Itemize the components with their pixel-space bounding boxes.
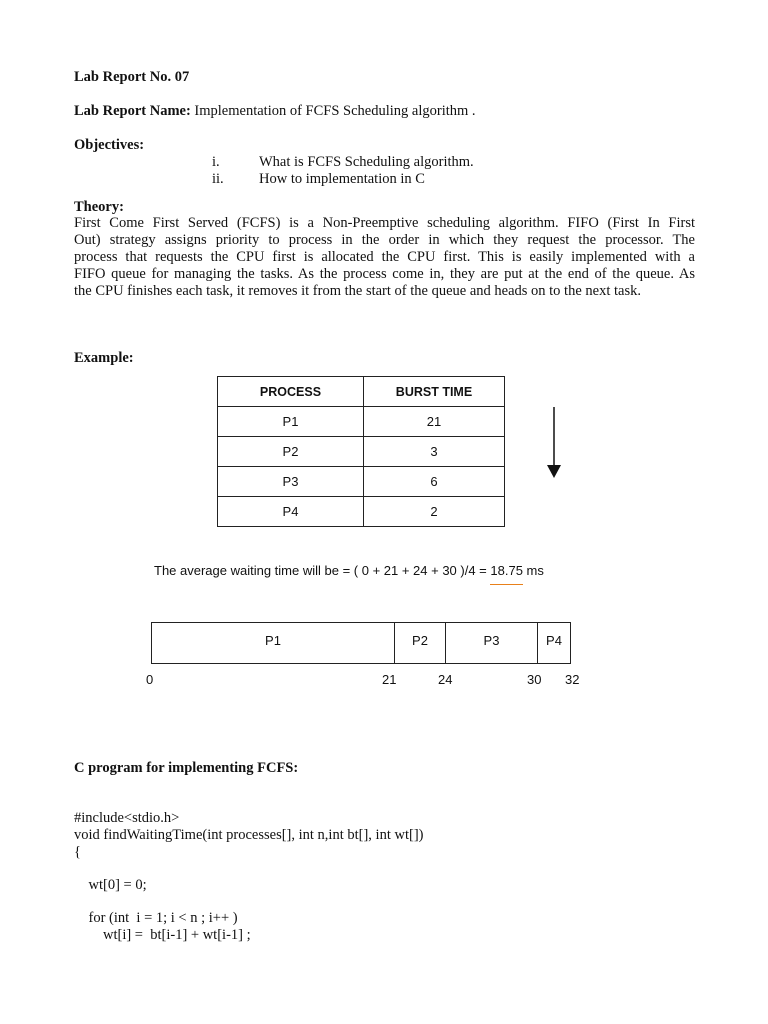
table-row <box>218 497 505 527</box>
code-line: void findWaitingTime(int processes[], int n,int bt[], int wt[]) <box>74 827 424 843</box>
theory-line: process that requests the CPU first is allocated the CPU first. This is easily implemented with a <box>74 249 695 265</box>
theory-line: Out) strategy assigns priority to process in the order in which they request the processor. The <box>74 232 695 248</box>
objective-num-1: i. <box>212 154 220 170</box>
process-cell: P1 <box>218 407 364 437</box>
burst-time-cell: 6 <box>364 467 505 497</box>
process-table <box>217 376 505 527</box>
column-header-process: PROCESS <box>218 377 364 407</box>
gantt-chart <box>151 622 571 664</box>
gantt-tick: 30 <box>527 672 542 687</box>
column-header-burst-time: BURST TIME <box>364 377 505 407</box>
gantt-segment-p2 <box>394 623 445 663</box>
process-cell: P3 <box>218 467 364 497</box>
average-value: 18.75 <box>490 563 523 585</box>
example-heading: Example: <box>74 350 134 366</box>
table-row <box>218 467 505 497</box>
theory-heading: Theory: <box>74 199 124 215</box>
average-unit: ms <box>522 563 544 578</box>
table-row <box>218 437 505 467</box>
gantt-label: P2 <box>412 633 428 648</box>
theory-paragraph <box>74 215 695 300</box>
average-formula: The average waiting time will be = ( 0 + 21 + 24 + 30 )/4 = <box>154 563 491 578</box>
program-heading: C program for implementing FCFS: <box>74 760 299 776</box>
burst-time-cell: 21 <box>364 407 505 437</box>
report-number: Lab Report No. 07 <box>74 69 190 85</box>
process-cell: P2 <box>218 437 364 467</box>
theory-line: the CPU finishes each task, it removes it from the start of the queue and heads on to the next task. <box>74 283 641 299</box>
code-line: wt[0] = 0; <box>74 877 147 893</box>
table-header-row <box>218 377 505 407</box>
objective-text-2: How to implementation in C <box>259 171 425 187</box>
report-name-value: Implementation of FCFS Scheduling algorithm . <box>194 103 476 119</box>
gantt-label: P1 <box>265 633 281 648</box>
gantt-label: P3 <box>483 633 500 648</box>
burst-time-cell: 3 <box>364 437 505 467</box>
gantt-label: P4 <box>546 633 562 648</box>
gantt-tick: 24 <box>438 672 453 687</box>
theory-line: FIFO queue for managing the tasks. As the process come in, they are put at the end of the queue. As <box>74 266 695 282</box>
gantt-tick: 21 <box>382 672 397 687</box>
code-line: { <box>74 844 81 860</box>
average-waiting-time <box>154 563 544 578</box>
process-cell: P4 <box>218 497 364 527</box>
burst-time-cell: 2 <box>364 497 505 527</box>
theory-line: First Come First Served (FCFS) is a Non-Preemptive scheduling algorithm. FIFO (First In First <box>74 215 695 231</box>
code-line: #include<stdio.h> <box>74 810 180 826</box>
gantt-segment-p3 <box>445 623 537 663</box>
objective-text-1: What is FCFS Scheduling algorithm. <box>259 154 474 170</box>
gantt-tick: 32 <box>565 672 580 687</box>
gantt-tick: 0 <box>146 672 154 687</box>
code-line: for (int i = 1; i < n ; i++ ) <box>74 910 238 926</box>
report-name-line <box>74 103 476 120</box>
report-name-label: Lab Report Name: <box>74 103 191 119</box>
objective-num-2: ii. <box>212 171 224 187</box>
gantt-segment-p4 <box>537 623 570 663</box>
objectives-heading: Objectives: <box>74 137 145 153</box>
gantt-segment-p1 <box>152 623 394 663</box>
code-line: wt[i] = bt[i-1] + wt[i-1] ; <box>74 927 251 943</box>
table-row <box>218 407 505 437</box>
arrow-down-icon <box>544 405 564 480</box>
